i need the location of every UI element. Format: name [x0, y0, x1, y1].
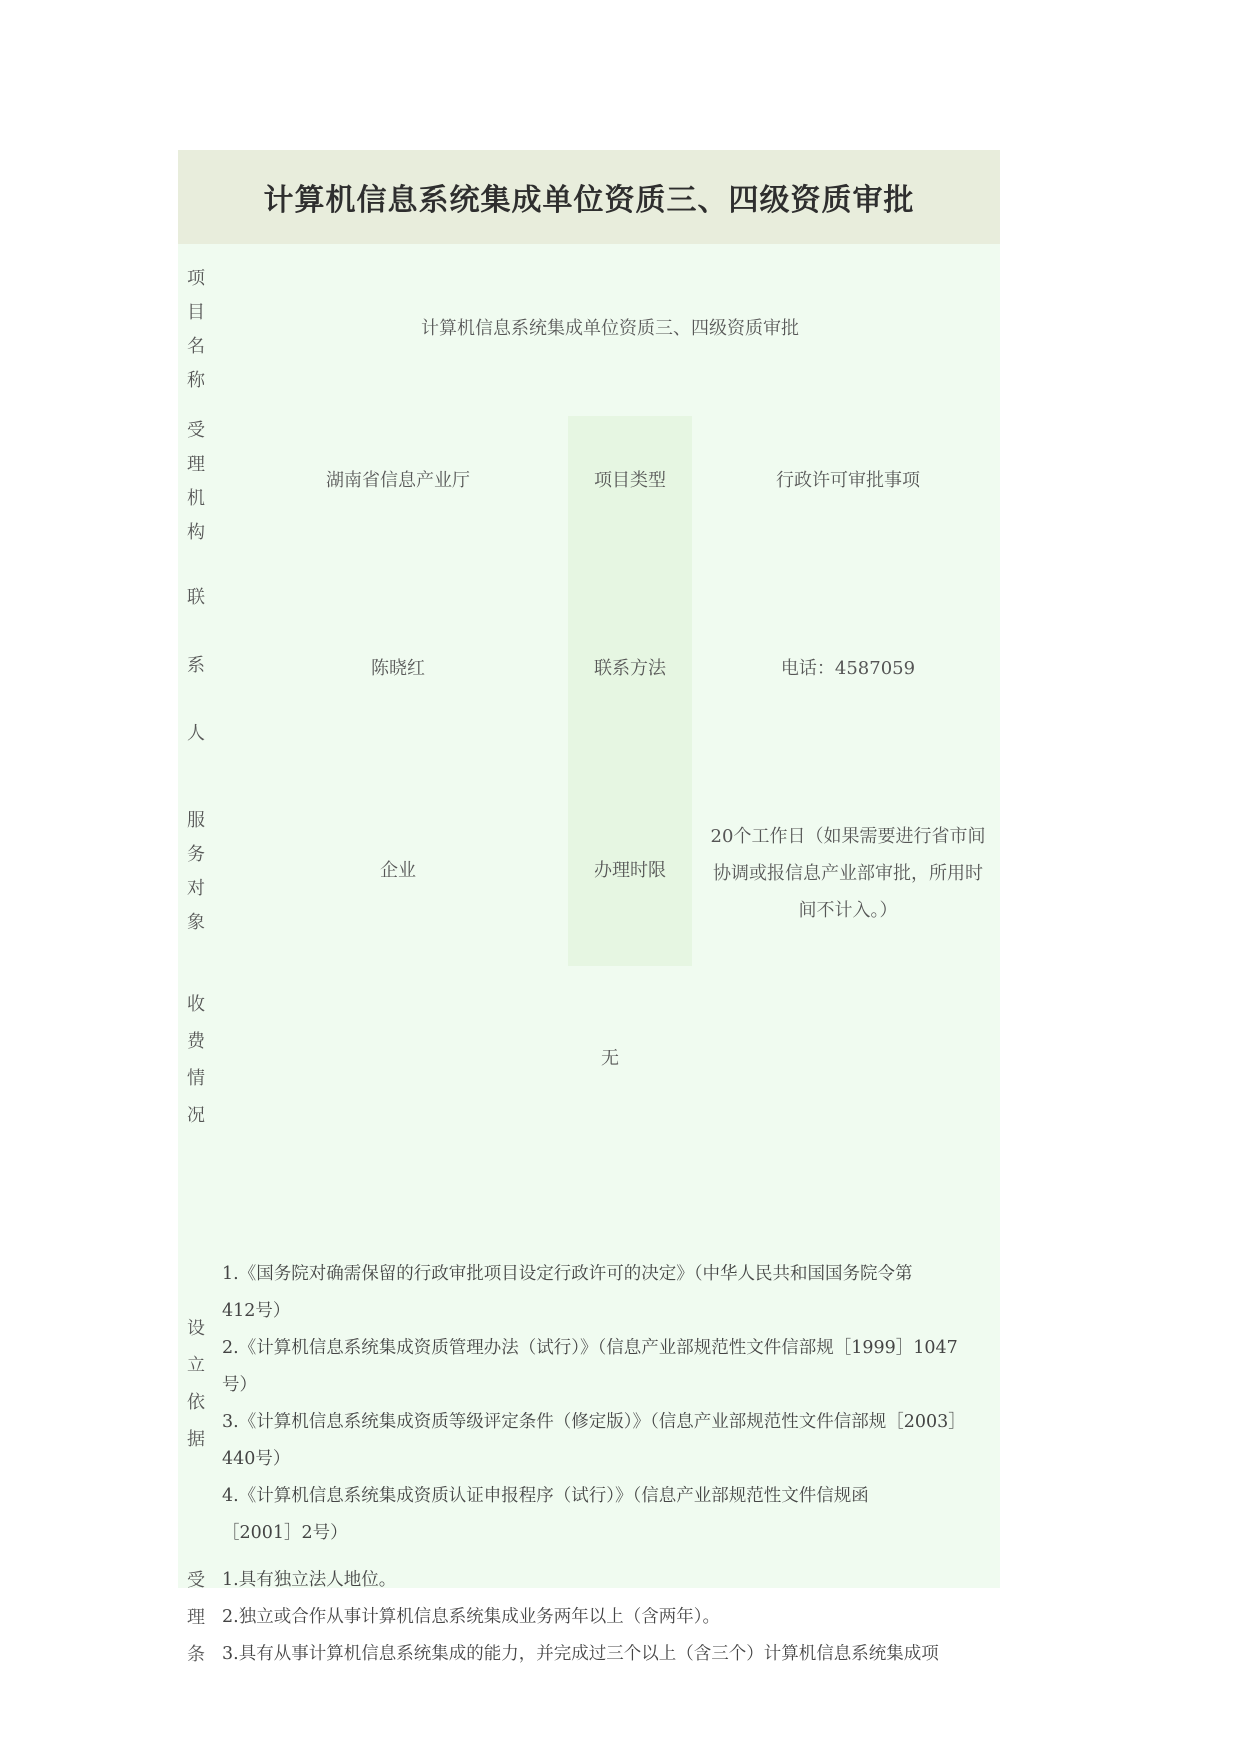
condition-line: 3.具有从事计算机信息系统集成的能力，并完成过三个以上（含三个）计算机信息系统集成项 — [222, 1644, 939, 1664]
label-char: 称 — [187, 370, 205, 391]
document — [178, 150, 1000, 1665]
contact-person-value: 陈晓红 — [371, 658, 425, 679]
label-char: 收 — [187, 994, 205, 1015]
label-column-shade — [568, 416, 692, 966]
basis-line: 412号） — [222, 1301, 291, 1321]
label-char: 受 — [187, 1570, 205, 1591]
label-service-target — [178, 804, 214, 940]
agency-value: 湖南省信息产业厅 — [326, 470, 470, 491]
label-char: 对 — [187, 878, 205, 899]
basis-line: 440号） — [222, 1449, 291, 1469]
project-type-label: 项目类型 — [594, 470, 666, 491]
label-char: 理 — [187, 454, 205, 475]
label-char: 务 — [187, 844, 205, 865]
label-char: 立 — [187, 1355, 205, 1376]
label-agency — [178, 414, 214, 550]
project-type-value: 行政许可审批事项 — [776, 470, 920, 491]
label-char: 构 — [187, 522, 205, 543]
basis-line: 3.《计算机信息系统集成资质等级评定条件（修定版）》（信息产业部规范性文件信部规［2003］ — [222, 1412, 966, 1432]
label-char: 条 — [187, 1644, 205, 1665]
label-char: 据 — [187, 1429, 205, 1450]
label-char: 机 — [187, 488, 205, 509]
basis-line: 2.《计算机信息系统集成资质管理办法（试行）》（信息产业部规范性文件信部规［1999］1047 — [222, 1338, 958, 1358]
label-char: 情 — [187, 1068, 205, 1089]
conditions-list — [222, 1562, 998, 1673]
basis-list — [222, 1256, 998, 1552]
fee-value: 无 — [601, 1048, 619, 1069]
basis-line: 号） — [222, 1375, 257, 1395]
label-char: 依 — [187, 1392, 205, 1413]
label-conditions — [178, 1562, 214, 1673]
service-target-value: 企业 — [380, 860, 416, 881]
contact-method-value: 电话：4587059 — [780, 658, 916, 679]
label-char: 联 — [187, 587, 205, 608]
page-title: 计算机信息系统集成单位资质三、四级资质审批 — [263, 183, 915, 218]
time-limit-label: 办理时限 — [594, 860, 666, 881]
label-basis — [178, 1310, 214, 1458]
condition-line: 2.独立或合作从事计算机信息系统集成业务两年以上（含两年）。 — [222, 1607, 720, 1627]
time-limit-line: 20个工作日（如果需要进行省市间 — [710, 826, 986, 847]
label-char: 目 — [187, 302, 205, 323]
label-contact — [178, 564, 214, 768]
label-char: 费 — [187, 1031, 205, 1052]
contact-method-label: 联系方法 — [594, 658, 666, 679]
label-char: 况 — [187, 1105, 205, 1126]
label-char: 受 — [187, 420, 205, 441]
label-char: 理 — [187, 1607, 205, 1628]
basis-line: 1.《国务院对确需保留的行政审批项目设定行政许可的决定》（中华人民共和国国务院令第 — [222, 1264, 913, 1284]
label-char: 人 — [187, 723, 205, 744]
time-limit-line: 间不计入。） — [798, 900, 898, 921]
condition-line: 1.具有独立法人地位。 — [222, 1570, 397, 1590]
info-table — [178, 244, 1000, 1665]
project-name-value: 计算机信息系统集成单位资质三、四级资质审批 — [421, 318, 799, 339]
basis-line: 4.《计算机信息系统集成资质认证申报程序（试行）》（信息产业部规范性文件信规函 — [222, 1486, 869, 1506]
label-fee — [178, 986, 214, 1134]
label-char: 名 — [187, 336, 205, 357]
label-char: 系 — [187, 655, 205, 676]
label-char: 服 — [187, 810, 205, 831]
basis-line: ［2001］2号） — [222, 1523, 348, 1543]
time-limit-value — [698, 818, 998, 929]
label-char: 项 — [187, 268, 205, 289]
time-limit-line: 协调或报信息产业部审批，所用时 — [713, 863, 983, 884]
label-project-name — [178, 262, 214, 398]
label-char: 象 — [187, 912, 205, 933]
label-char: 设 — [187, 1318, 205, 1339]
title-band — [178, 150, 1000, 244]
